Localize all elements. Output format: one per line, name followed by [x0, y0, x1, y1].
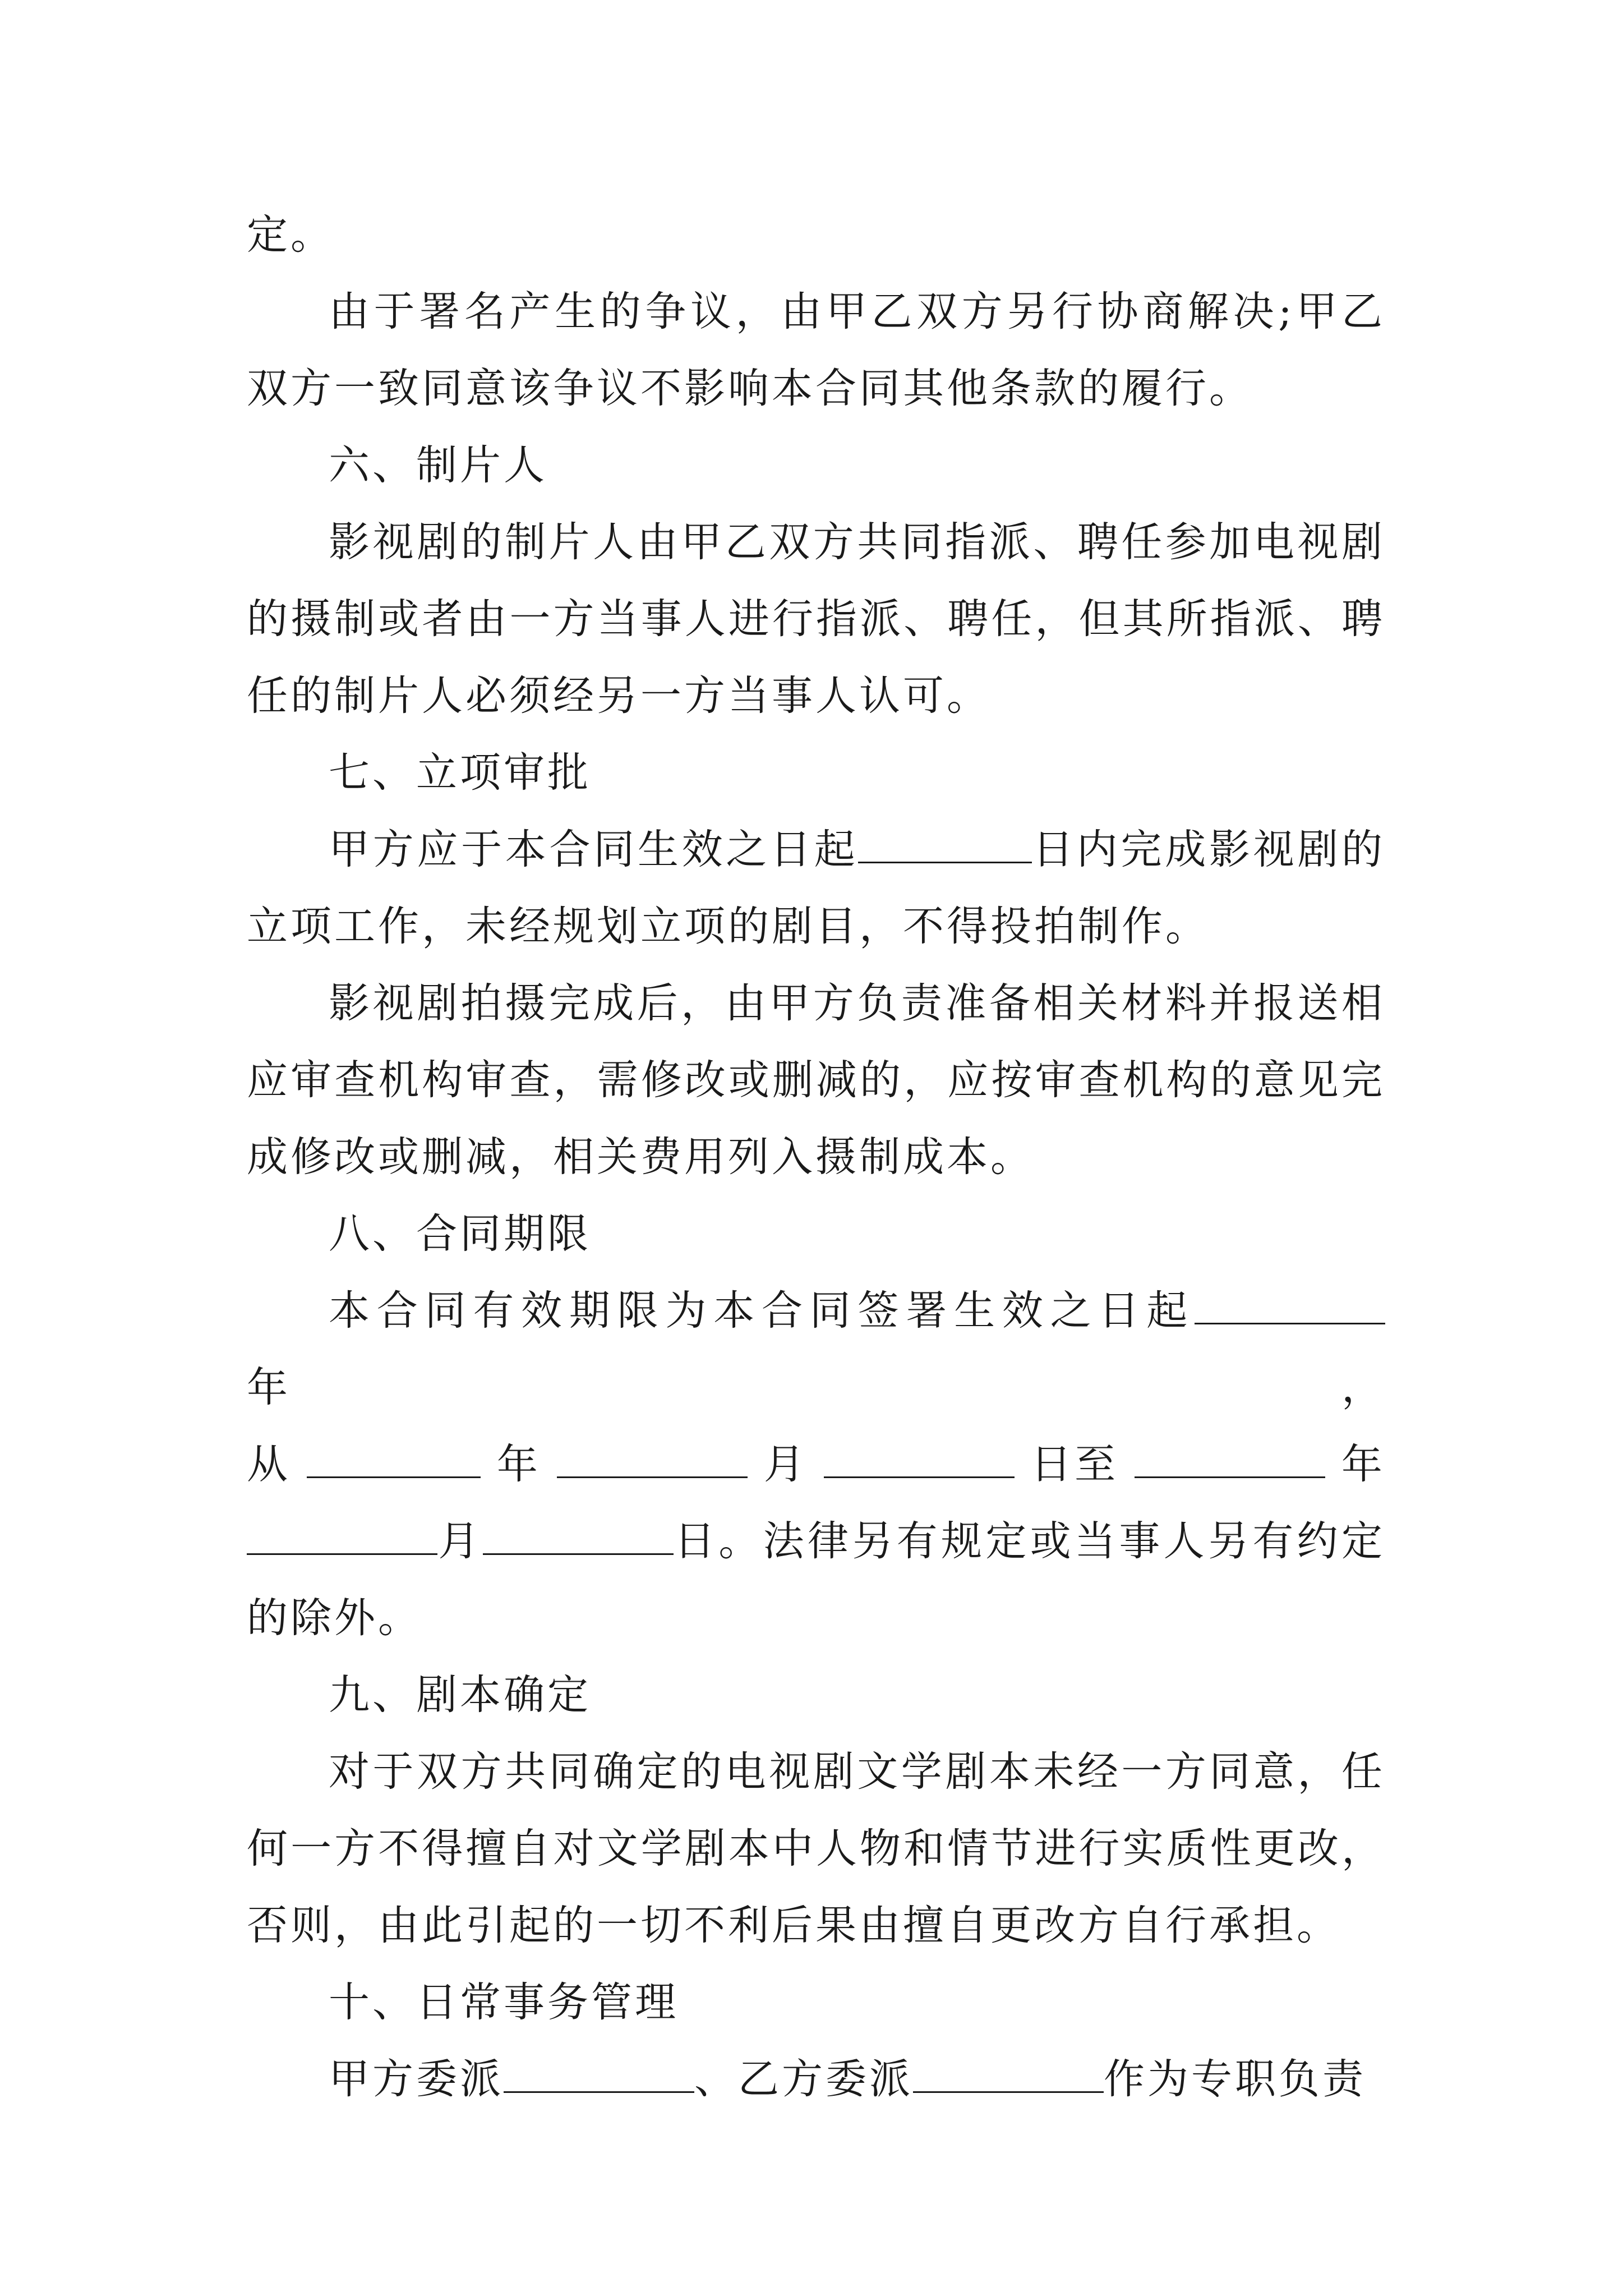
paragraph-signature-dispute	[247, 273, 1385, 427]
paragraph-review	[247, 965, 1385, 1195]
blank-field	[1195, 1286, 1385, 1324]
paragraph-text: 甲方应于本合同生效之日起	[329, 826, 859, 873]
paragraph-approval	[247, 811, 1385, 965]
heading-text: 六、制片人	[329, 441, 547, 489]
paragraph-text: 年，	[247, 1364, 1385, 1411]
paragraph-text: 本合同有效期限为本合同签署生效之日起	[329, 1287, 1195, 1335]
blank-field	[557, 1439, 748, 1478]
paragraph-text: 定。	[247, 211, 334, 259]
paragraph-text: 影视剧的制片人由甲乙双方共同指派、聘任参加电视剧的摄制或者由一方当事人进行指派、聘任，但其所指派、聘任的制片人必须经另一方当事人认可。	[247, 518, 1385, 720]
section-heading-script	[247, 1657, 1385, 1733]
paragraph-text: 从	[247, 1441, 291, 1488]
paragraph-term-line2	[247, 1426, 1385, 1503]
section-heading-producer	[247, 427, 1385, 504]
paragraph-text: 日至	[1030, 1441, 1119, 1488]
blank-field	[1135, 1439, 1325, 1478]
paragraph-term-line3	[247, 1503, 1385, 1657]
paragraph-term-line1	[247, 1272, 1385, 1426]
paragraph-text: 月	[763, 1441, 808, 1488]
document-body	[247, 196, 1385, 2118]
paragraph-text: 年	[496, 1441, 541, 1488]
heading-text: 九、剧本确定	[329, 1671, 591, 1719]
section-heading-approval	[247, 734, 1385, 811]
blank-field	[858, 825, 1032, 863]
paragraph-text: 对于双方共同确定的电视剧文学剧本未经一方同意，任何一方不得擅自对文学剧本中人物和情节进行实质性更改，否则，由此引起的一切不利后果由擅自更改方自行承担。	[247, 1748, 1385, 1949]
paragraph-script	[247, 1733, 1385, 1964]
paragraph-text: 甲方委派	[329, 2055, 504, 2103]
paragraph-text: 年	[1341, 1441, 1385, 1488]
paragraph-management	[247, 2041, 1385, 2118]
blank-field	[247, 1516, 437, 1555]
paragraph-text: 由于署名产生的争议，由甲乙双方另行协商解决;甲乙双方一致同意该争议不影响本合同其他条款的履行。	[247, 288, 1385, 412]
paragraph-text: 日内完成影视剧的立项工作，未经规划立项的剧目，不得投拍制作。	[247, 826, 1386, 950]
paragraph-continuation	[247, 196, 1385, 273]
blank-field	[307, 1439, 481, 1478]
paragraph-text: 、乙方委派	[694, 2055, 913, 2103]
section-heading-management	[247, 1964, 1385, 2041]
blank-field	[824, 1439, 1015, 1478]
heading-text: 七、立项审批	[329, 749, 591, 797]
paragraph-text: 影视剧拍摄完成后，由甲方负责准备相关材料并报送相应审查机构审查，需修改或删减的，应按审查机构的意见完成修改或删减，相关费用列入摄制成本。	[247, 979, 1385, 1181]
section-heading-term	[247, 1195, 1385, 1272]
heading-text: 八、合同期限	[329, 1210, 591, 1258]
blank-field	[504, 2054, 694, 2093]
heading-text: 十、日常事务管理	[329, 1978, 679, 2026]
blank-field	[483, 1516, 674, 1555]
paragraph-text: 月	[437, 1517, 483, 1565]
paragraph-producer	[247, 504, 1385, 734]
paragraph-text: 日。法律另有规定或当事人另有约定的除外。	[247, 1517, 1386, 1642]
blank-field	[913, 2054, 1104, 2093]
paragraph-text: 作为专职负责	[1104, 2055, 1366, 2103]
